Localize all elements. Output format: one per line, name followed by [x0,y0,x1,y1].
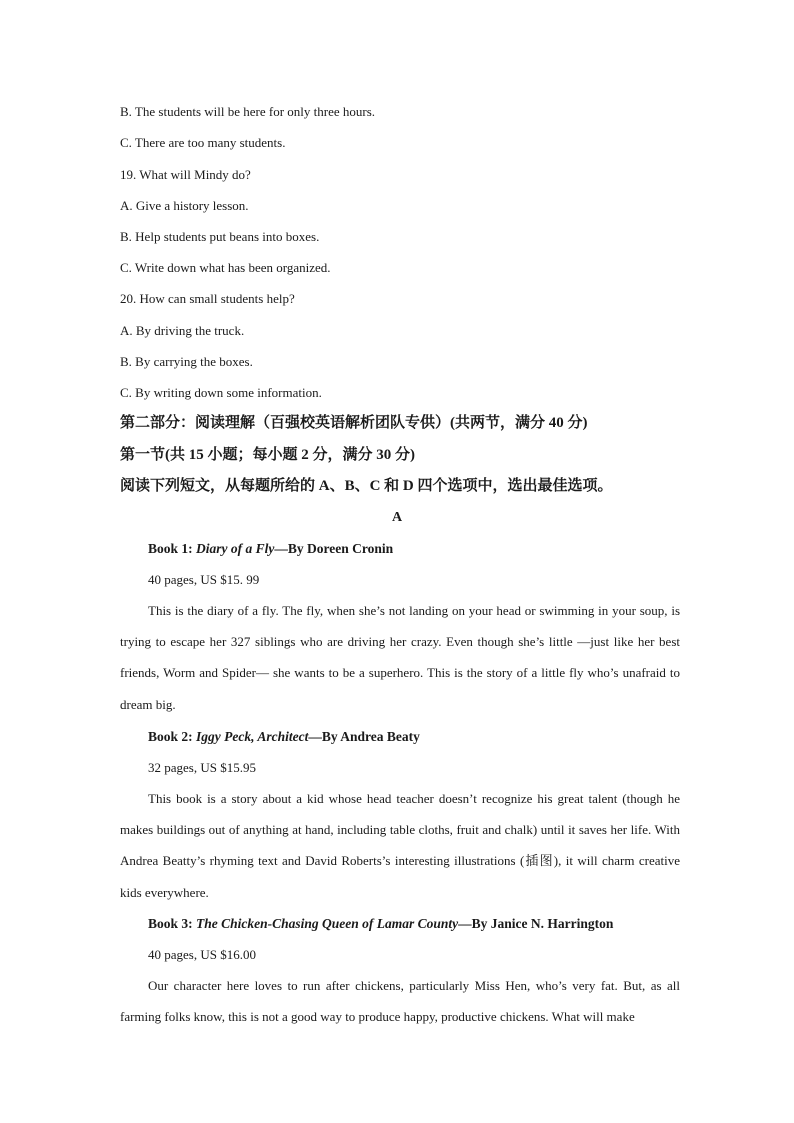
book-3-info: 40 pages, US $16.00 [148,947,256,962]
q19-question: 19. What will Mindy do? [120,167,251,182]
book-2-description: This book is a story about a kid whose head teacher doesn’t recognize his great talent (though he makes buildings out of anything at hand, including table cloths, fruit and chalk) until it saves her life. With Andrea Beatty’s rhyming text and David Roberts’s interesting illustrations (插图), it will charm creative kids everywhere. [120,791,680,900]
book-2-heading [148,728,708,746]
part-title: 第二部分：阅读理解（百强校英语解析团队专供）(共两节，满分 40 分) [120,415,588,431]
book-2-info: 32 pages, US $15.95 [148,760,256,775]
q19-option-c: C. Write down what has been organized. [120,260,331,275]
section-title: 第一节(共 15 小题；每小题 2 分，满分 30 分) [120,447,415,463]
book-1-label: Book 1: [148,541,197,556]
book-3-title: The Chicken-Chasing Queen of Lamar County [196,916,459,931]
q18-option-c: C. There are too many students. [120,135,286,150]
instruction: 阅读下列短文，从每题所给的 A、B、C 和 D 四个选项中，选出最佳选项。 [120,478,613,494]
q19-option-a: A. Give a history lesson. [120,198,249,213]
q19-option-b: B. Help students put beans into boxes. [120,229,320,244]
book-3-description: Our character here loves to run after chickens, particularly Miss Hen, who’s very fat. But, as all farming folks know, this is not a good way to produce happy, productive chickens. What will make [120,978,680,1025]
book-1-heading [148,540,708,558]
q20-option-c: C. By writing down some information. [120,385,322,400]
q18-option-b: B. The students will be here for only three hours. [120,104,376,119]
q20-question: 20. How can small students help? [120,291,295,306]
book-1-description: This is the diary of a fly. The fly, when she’s not landing on your head or swimming in your soup, is trying to escape her 327 siblings who are driving her crazy. Even though she’s little —just like her best friends, Worm and Spider— she wants to be a superhero. This is the story of a little fly who’s unafraid to dream big. [120,603,680,712]
book-3-heading [148,915,708,933]
q20-option-b: B. By carrying the boxes. [120,354,253,369]
book-1-info: 40 pages, US $15. 99 [148,572,260,587]
book-2-label: Book 2: [148,729,197,744]
book-2-title: Iggy Peck, Architect [196,729,309,744]
book-3-author: —By Janice N. Harrington [458,916,614,931]
book-3-label: Book 3: [148,916,197,931]
passage-label: A [391,510,403,525]
book-1-title: Diary of a Fly [196,541,275,556]
q20-option-a: A. By driving the truck. [120,323,245,338]
book-2-author: —By Andrea Beaty [308,729,420,744]
book-1-author: —By Doreen Cronin [274,541,394,556]
